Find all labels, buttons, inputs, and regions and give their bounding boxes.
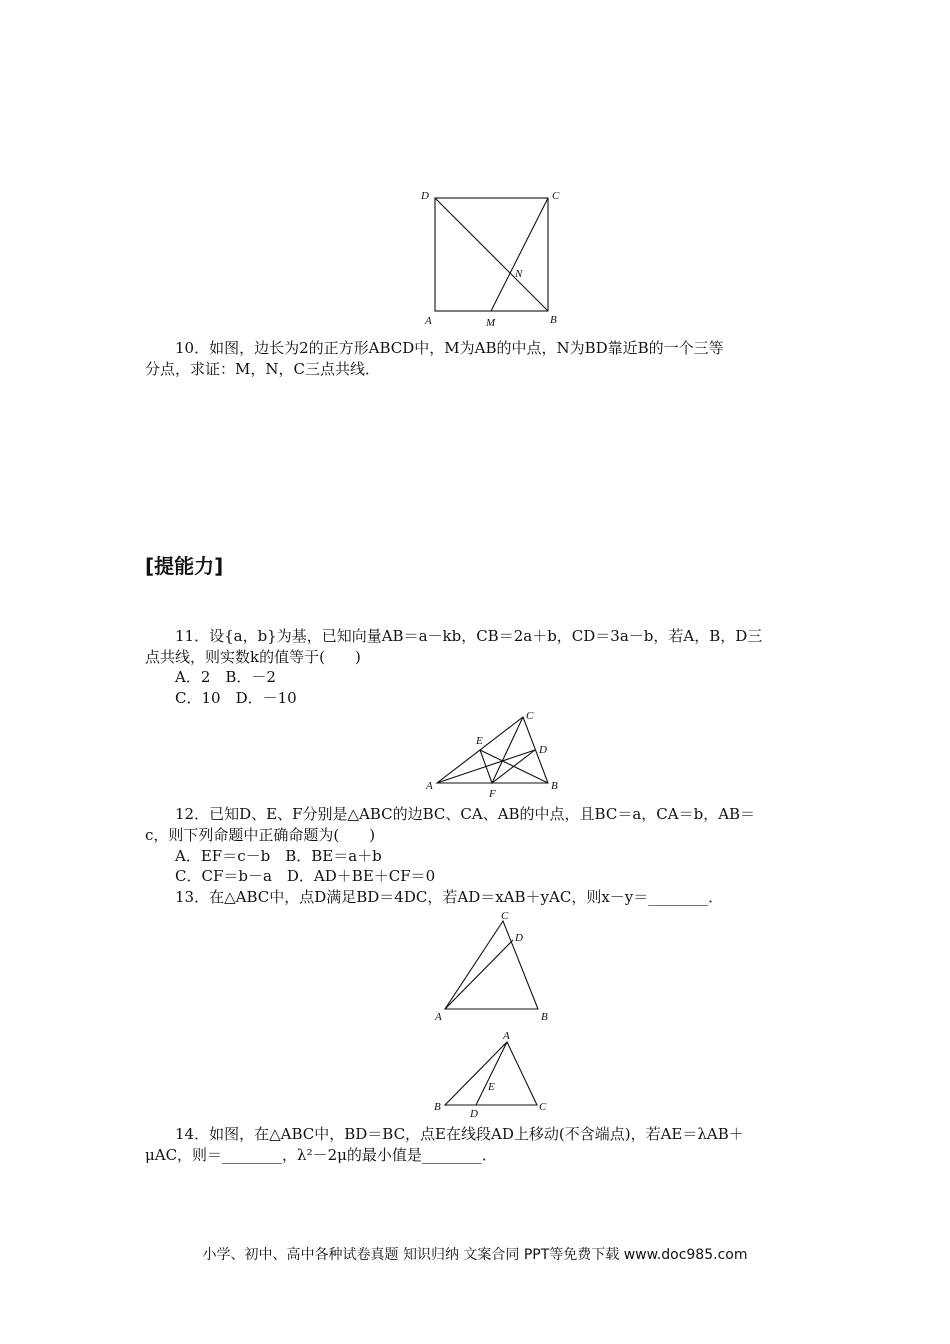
- label-b: B: [550, 314, 557, 326]
- q11-options-ab: A．2 B．－2: [175, 668, 276, 686]
- q12-options-cd: C．CF＝b－a D．AD＋BE＋CF＝0: [175, 867, 436, 885]
- label-a: A: [425, 315, 432, 327]
- triangle-abc: [437, 717, 548, 783]
- figure-q14-triangle: [425, 1028, 565, 1123]
- figure-q10-square: [415, 185, 565, 330]
- label-b: B: [551, 780, 558, 792]
- label-n: N: [515, 268, 523, 280]
- label-m: M: [486, 317, 496, 329]
- midline-efd: [480, 750, 535, 783]
- diagonal-db: [435, 198, 548, 311]
- page-footer: 小学、初中、高中各种试卷真题 知识归纳 文案合同 PPT等免费下载 www.doc985.com: [202, 1247, 748, 1263]
- segment-ad: [476, 1042, 507, 1105]
- q11-options-cd: C．10 D．－10: [175, 689, 297, 707]
- label-d: D: [421, 190, 429, 202]
- label-b: B: [541, 1011, 548, 1023]
- q10-line1: 10．如图，边长为2的正方形ABCD中，M为AB的中点，N为BD靠近B的一个三等: [175, 339, 724, 357]
- segment-mc: [491, 198, 548, 311]
- label-e: E: [476, 735, 483, 747]
- q11-line2: 点共线，则实数k的值等于( ): [145, 648, 361, 666]
- q14-line1: 14．如图，在△ABC中，BD＝BC，点E在线段AD上移动(不含端点)，若AE＝λAB＋: [175, 1125, 744, 1143]
- label-d: D: [539, 744, 547, 756]
- figure-q13-triangle: [425, 905, 565, 1025]
- label-b: B: [434, 1101, 441, 1113]
- q12-line1: 12．已知D、E、F分别是△ABC的边BC、CA、AB的中点，且BC＝a，CA＝b，AB＝: [175, 805, 756, 823]
- label-c: C: [552, 190, 560, 202]
- q13-line1: 13．在△ABC中，点D满足BD＝4DC，若AD＝xAB＋yAC，则x－y＝________．: [175, 888, 724, 906]
- label-c: C: [501, 910, 509, 922]
- label-e: E: [488, 1081, 495, 1093]
- label-a: A: [426, 780, 433, 792]
- q11-line1: 11．设{a，b}为基，已知向量AB＝a－kb，CB＝2a＋b，CD＝3a－b，若A，B，D三: [175, 627, 763, 645]
- median-cf: [492, 717, 523, 783]
- triangle-abc: [445, 921, 538, 1009]
- label-d: D: [470, 1108, 478, 1120]
- q10-line2: 分点，求证：M，N，C三点共线．: [145, 360, 380, 378]
- q14-line2: μAC，则＝________，λ²－2μ的最小值是________．: [145, 1146, 497, 1164]
- label-a: A: [503, 1030, 510, 1042]
- label-c: C: [539, 1101, 547, 1113]
- q12-options-ab: A．EF＝c－b B．BE＝a＋b: [175, 847, 382, 865]
- label-d: D: [515, 932, 523, 944]
- label-f: F: [489, 788, 496, 800]
- figure-q12-triangle: [420, 705, 570, 800]
- q12-line2: c，则下列命题中正确命题为( ): [145, 826, 376, 844]
- label-c: C: [526, 710, 534, 722]
- segment-ad: [445, 940, 513, 1009]
- section-title: [提能力]: [145, 554, 224, 578]
- label-a: A: [435, 1011, 442, 1023]
